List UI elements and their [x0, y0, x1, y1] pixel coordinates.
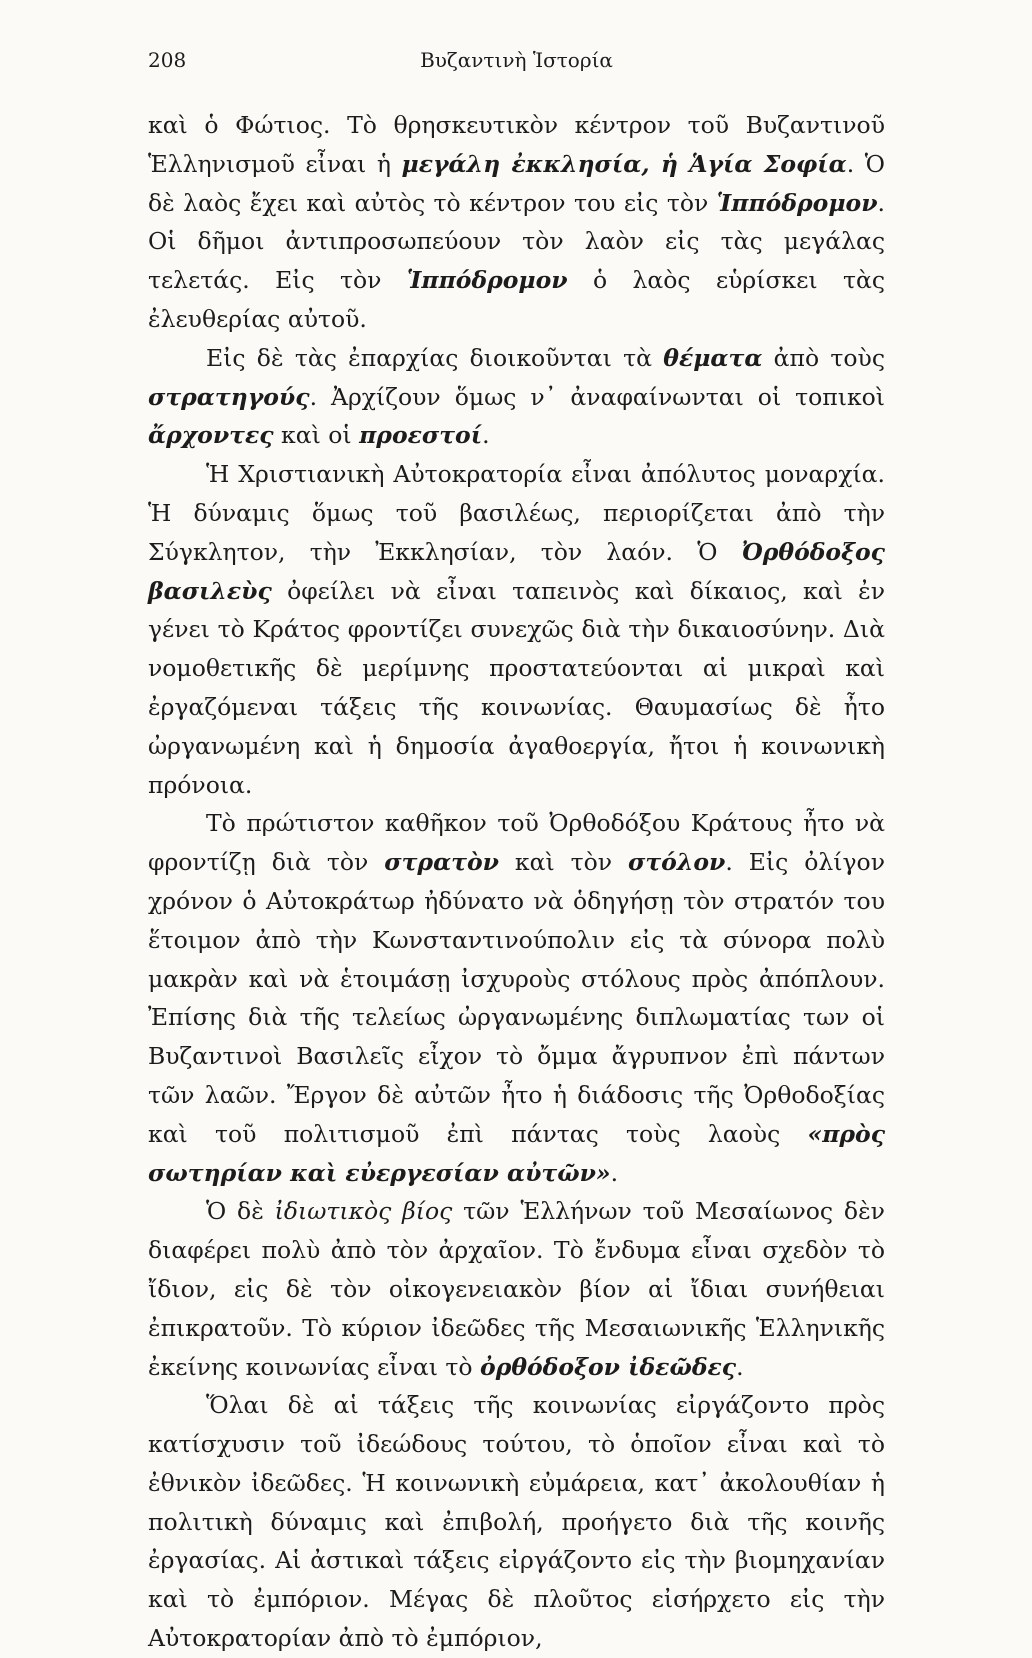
paragraph-3 [148, 455, 885, 804]
paragraph-1 [148, 106, 885, 339]
text-run: τῶν Ἑλλήνων τοῦ Μεσαίωνος δὲν διαφέρει πολὺ ἀπὸ τὸν ἀρχαῖον. Τὸ ἔνδυμα εἶναι σχεδὸν τὸ ἴδιον, εἰς δὲ τὸν οἰκογενειακὸν βίον αἱ ἴδιαι συνήθειαι ἐπικρατοῦν. Τὸ κύριον ἰδεῶδες τῆς Μεσαιωνικῆς Ἑλληνικῆς ἐκείνης κοινωνίας εἶναι τὸ [148, 1197, 885, 1381]
page-header [148, 48, 885, 80]
emphasized-term: προεστοί [359, 421, 483, 450]
text-run: . Οἱ δῆμοι ἀντιπροσωπεύουν τὸν λαὸν εἰς τὰς μεγάλας τελετάς. Εἰς τὸν [148, 188, 885, 295]
emphasized-term: ἄρχοντες [148, 421, 274, 450]
emphasized-term: μεγάλη ἐκκλησία, ἡ Ἁγία Σοφία [401, 149, 847, 178]
emphasized-term: Ὀρθόδοξος βασιλεὺς [148, 537, 885, 605]
text-run: Ἡ Χριστιανικὴ Αὐτοκρατορία εἶναι ἀπόλυτος μοναρχία. Ἡ δύναμις ὅμως τοῦ βασιλέως, περιορίζεται ἀπὸ τὴν Σύγκλητον, τὴν Ἐκκλησίαν, τὸν λαόν. Ὁ [148, 460, 885, 566]
text-run: ὀφείλει νὰ εἶναι ταπεινὸς καὶ δίκαιος, καὶ ἐν γένει τὸ Κράτος φροντίζει συνεχῶς διὰ τὴν δικαιοσύνην. Διὰ νομοθετικῆς δὲ μερίμνης προστατεύονται αἱ μικραὶ καὶ ἐργαζόμεναι τάξεις τῆς κοινωνίας. Θαυμασίως δὲ ἦτο ὠργανωμένη καὶ ἡ δημοσία ἀγαθοεργία, ἤτοι ἡ κοινωνικὴ πρόνοια. [148, 576, 885, 799]
paragraph-2 [148, 339, 885, 455]
text-run: Εἰς δὲ τὰς ἐπαρχίας διοικοῦνται τὰ [206, 343, 664, 372]
text-run: . [482, 421, 490, 450]
text-run: καὶ ὁ Φώτιος. Τὸ θρησκευτικὸν κέντρον τοῦ Βυζαντινοῦ Ἑλληνισμοῦ εἶναι ἡ [148, 111, 885, 178]
text-run: . [736, 1352, 744, 1381]
italic-term: ἰδιωτικὸς βίος [274, 1197, 453, 1226]
emphasized-term: Ἱππόδρομον [406, 266, 568, 295]
emphasized-term: Ἱππόδρομον [716, 188, 878, 217]
text-run: καὶ τὸν [498, 848, 629, 877]
paragraph-6 [148, 1386, 885, 1658]
text-run: ἀπὸ τοὺς [762, 343, 886, 372]
text-run: . Ἀρχίζουν ὅμως ν᾿ ἀναφαίνωνται οἱ τοπικοὶ [309, 382, 885, 411]
emphasized-term: στρατὸν [384, 848, 499, 877]
page-number: 208 [148, 48, 187, 72]
paragraph-5 [148, 1192, 885, 1386]
text-run: ὁ λαὸς εὑρίσκει τὰς ἐλευθερίας αὐτοῦ. [148, 266, 885, 333]
text-run: καὶ οἱ [273, 421, 360, 450]
text-run: Ὅλαι δὲ αἱ τάξεις τῆς κοινωνίας εἰργάζοντο πρὸς κατίσχυσιν τοῦ ἰδεώδους τούτου, τὸ ὁποῖον εἶναι καὶ τὸ ἐθνικὸν ἰδεῶδες. Ἡ κοινωνικὴ εὐμάρεια, κατ᾿ ἀκολουθίαν ἡ πολιτικὴ δύναμις καὶ ἐπιβολή, προήγετο διὰ τῆς κοινῆς ἐργασίας. Αἱ ἀστικαὶ τάξεις εἰργάζοντο εἰς τὴν βιομηχανίαν καὶ τὸ ἐμπόριον. Μέγας δὲ πλοῦτος εἰσήρχετο εἰς τὴν Αὐτοκρατορίαν ἀπὸ τὸ ἐμπόριον, [148, 1391, 885, 1653]
emphasized-term: θέματα [663, 343, 763, 372]
text-run: Τὸ πρώτιστον καθῆκον τοῦ Ὀρθοδόξου Κράτους ἦτο νὰ φροντίζῃ διὰ τὸν [148, 809, 885, 877]
running-title: Βυζαντινὴ Ἱστορία [420, 48, 613, 72]
text-run: Ὁ δὲ [206, 1197, 275, 1226]
text-run: . Εἰς ὀλίγον χρόνον ὁ Αὐτοκράτωρ ἠδύνατο νὰ ὁδηγήσῃ τὸν στρατόν του ἕτοιμον ἀπὸ τὴν Κωνσταντινούπολιν εἰς τὰ σύνορα πολὺ μακρὰν καὶ νὰ ἑτοιμάσῃ ἰσχυροὺς στόλους πρὸς ἀπόπλουν. Ἐπίσης διὰ τῆς τελείως ὠργανωμένης διπλωματίας των οἱ Βυζαντινοὶ Βασιλεῖς εἶχον τὸ ὄμμα ἄγρυπνον ἐπὶ πάντων τῶν λαῶν. Ἔργον δὲ αὐτῶν ἦτο ἡ διάδοσις τῆς Ὀρθοδοξίας καὶ τοῦ πολιτισμοῦ ἐπὶ πάντας τοὺς λαοὺς [148, 848, 885, 1148]
paragraph-4 [148, 804, 885, 1192]
text-run: . Ὁ δὲ λαὸς ἔχει καὶ αὐτὸς τὸ κέντρον του εἰς τὸν [148, 149, 885, 217]
body-text [148, 106, 885, 1658]
emphasized-term: ὀρθόδοξον ἰδεῶδες [480, 1352, 737, 1381]
text-run: . [610, 1158, 619, 1187]
emphasized-term: «πρὸς σωτηρίαν καὶ εὐεργεσίαν αὐτῶν» [148, 1119, 885, 1187]
emphasized-term: στόλον [628, 848, 726, 877]
emphasized-term: στρατηγούς [148, 382, 310, 411]
